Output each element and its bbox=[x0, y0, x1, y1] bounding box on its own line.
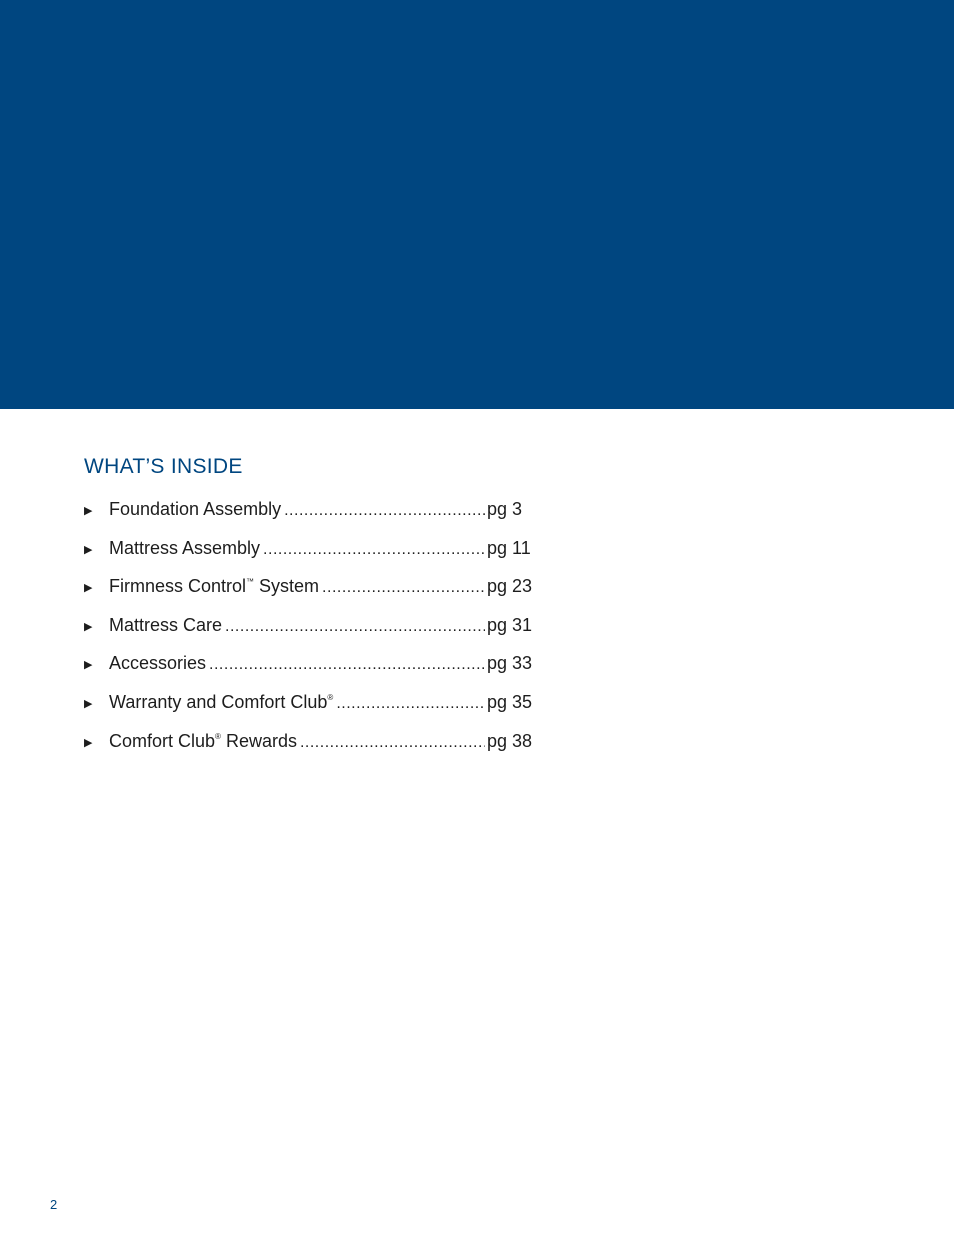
arrow-right-icon: ▶ bbox=[84, 505, 93, 517]
toc-item-label: Mattress Assembly bbox=[109, 537, 261, 558]
toc-item-page: pg 3 bbox=[487, 499, 523, 519]
toc-item-label: Accessories bbox=[109, 653, 207, 674]
arrow-right-icon: ▶ bbox=[84, 582, 93, 595]
toc-item-mattress-care[interactable] bbox=[84, 615, 536, 654]
dot-leader bbox=[322, 579, 485, 597]
toc-item-comfort-club-rewards[interactable] bbox=[84, 731, 536, 770]
arrow-right-icon: ▶ bbox=[84, 659, 93, 672]
arrow-right-icon: ▶ bbox=[84, 543, 93, 556]
toc-item-page: pg 35 bbox=[487, 691, 533, 712]
arrow-right-icon: ▶ bbox=[84, 697, 93, 710]
toc-item-label: Foundation Assembly bbox=[109, 499, 282, 519]
toc-title: WHAT’S INSIDE bbox=[84, 455, 243, 478]
toc-item-accessories[interactable] bbox=[84, 653, 536, 692]
toc-list bbox=[84, 499, 544, 769]
dot-leader bbox=[284, 502, 485, 520]
toc-item-page: pg 11 bbox=[487, 537, 531, 558]
toc-item-warranty-comfort-club[interactable] bbox=[84, 692, 536, 731]
toc-item-page: pg 38 bbox=[487, 730, 533, 751]
dot-leader bbox=[209, 656, 485, 674]
toc-item-firmness-control-system[interactable] bbox=[84, 576, 536, 615]
table-of-contents bbox=[84, 452, 544, 769]
toc-item-label: Comfort Club® Rewards bbox=[109, 730, 297, 751]
page-number: 2 bbox=[50, 1197, 58, 1212]
dot-leader bbox=[336, 695, 485, 713]
dot-leader bbox=[225, 618, 485, 636]
toc-item-page: pg 23 bbox=[487, 576, 533, 597]
header-banner bbox=[0, 0, 954, 409]
toc-item-page: pg 31 bbox=[487, 614, 533, 635]
toc-item-page: pg 33 bbox=[487, 653, 533, 674]
dot-leader bbox=[263, 541, 485, 559]
arrow-right-icon: ▶ bbox=[84, 620, 93, 633]
toc-item-foundation-assembly[interactable] bbox=[84, 499, 536, 538]
toc-item-label: Firmness Control™ System bbox=[109, 576, 320, 597]
toc-item-label: Mattress Care bbox=[109, 614, 223, 635]
toc-item-mattress-assembly[interactable] bbox=[84, 538, 536, 577]
toc-item-label: Warranty and Comfort Club® bbox=[109, 691, 334, 712]
dot-leader bbox=[300, 734, 485, 752]
arrow-right-icon: ▶ bbox=[84, 736, 93, 749]
